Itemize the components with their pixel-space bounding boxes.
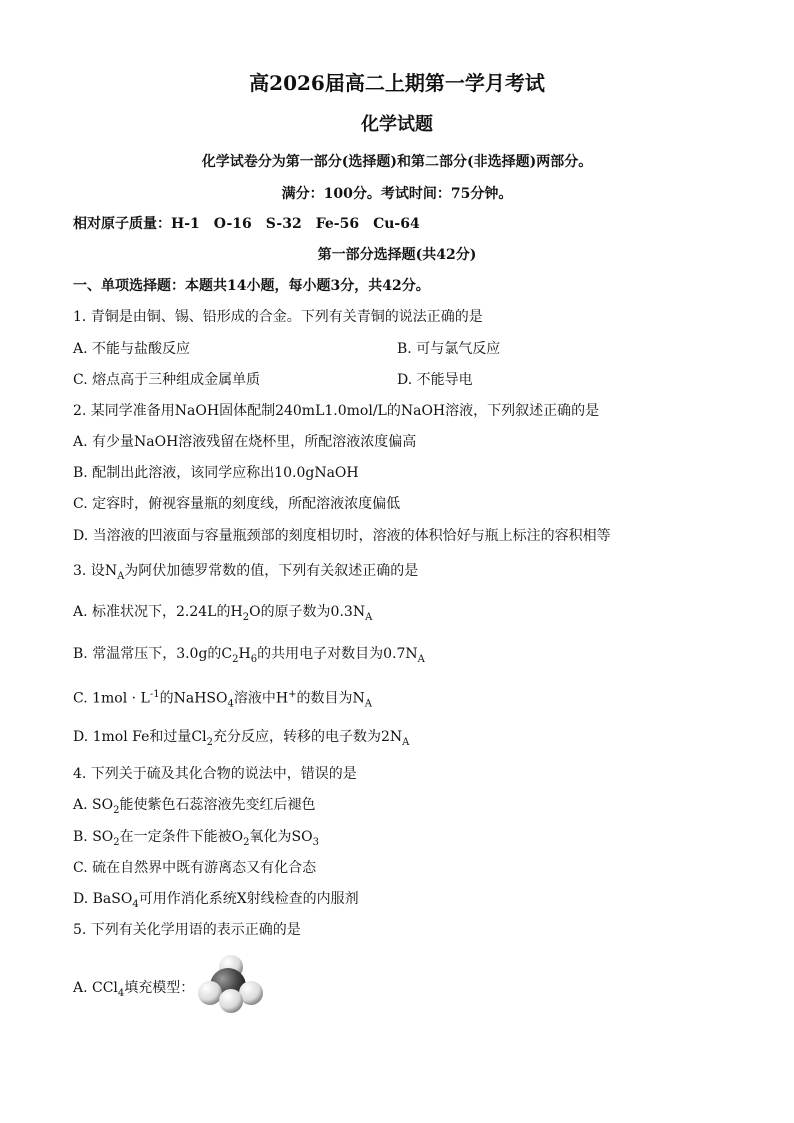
- q3-c-mid: 的NaHSO: [159, 690, 228, 707]
- q3-stem-pre: 3. 设: [73, 563, 105, 579]
- score-time: 满分：100分。考试时间：75分钟。: [281, 186, 513, 202]
- q3-c-text: C. 1mol · L: [73, 690, 150, 707]
- q3-c-plus: +: [288, 689, 297, 700]
- q2-option-a: A. 有少量NaOH溶液残留在烧杯里，所配溶液浓度偏高: [73, 434, 417, 450]
- q3-d-na: N: [389, 729, 403, 745]
- q3-b-c: C: [221, 646, 233, 662]
- q4-a-pre: A. SO: [73, 797, 114, 813]
- q1-stem: 1. 青铜是由铜、锡、铅形成的合金。下列有关青铜的说法正确的是: [73, 309, 483, 325]
- q3-c-sub: 4: [227, 698, 234, 710]
- q1-option-b: B. 可与氯气反应: [397, 341, 501, 357]
- q3-c-end: 的数目为: [296, 690, 353, 707]
- q3-c-na-sub: A: [364, 698, 372, 710]
- q4-option-b: [73, 828, 319, 852]
- part1-heading: 第一部分选择题(共42分): [317, 247, 477, 263]
- bottom-atom: [219, 989, 243, 1013]
- subject-title: 化学试题: [361, 114, 433, 135]
- q4-b-pre: B. SO: [73, 829, 114, 845]
- q4-b-mid2: 氧化为SO: [249, 829, 313, 845]
- q4-b-sub3: 3: [312, 836, 319, 848]
- q2-stem: 2. 某同学准备用NaOH固体配制240mL1.0mol/L的NaOH溶液，下列叙述正确的是: [73, 403, 600, 419]
- q3-d-text: D. 1mol Fe和过量Cl: [73, 729, 207, 745]
- q3-stem: [73, 562, 418, 586]
- q3-a-h: H: [230, 604, 243, 620]
- q3-b-h: H: [238, 646, 251, 662]
- q4-b-sub2: 2: [243, 836, 250, 848]
- q3-d-na-sub: A: [402, 736, 410, 748]
- exam-title: 高2026届高二上期第一学月考试: [249, 71, 545, 95]
- exam-intro: 化学试卷分为第一部分(选择题)和第二部分(非选择题)两部分。: [201, 154, 593, 170]
- q3-a-na: N: [352, 604, 366, 620]
- q4-d-pre: D. BaSO: [73, 891, 133, 907]
- q5-a-post: 填充模型：: [124, 980, 195, 996]
- q2-option-b: B. 配制出此溶液，该同学应称出10.0gNaOH: [73, 465, 359, 481]
- q3-a-o: O: [249, 604, 261, 620]
- space-filling-model-image: [196, 953, 266, 1015]
- q3-b-mid: 的共用电子对数目为0.7: [257, 646, 406, 662]
- q3-c-mid2: 溶液中H: [233, 690, 289, 707]
- q5-stem: 5. 下列有关化学用语的表示正确的是: [73, 922, 301, 938]
- q3-d-mid: 充分反应，转移的电子数为2: [212, 729, 390, 745]
- q2-option-c: C. 定容时，俯视容量瓶的刻度线，所配溶液浓度偏低: [73, 496, 401, 512]
- q1-option-d: D. 不能导电: [397, 372, 473, 388]
- q3-b-na-sub: A: [417, 653, 425, 665]
- q3-b-c-sub: 2: [232, 653, 239, 665]
- q4-b-mid: 在一定条件下能被O: [119, 829, 244, 845]
- q5-a-pre: A. CCl: [73, 980, 118, 996]
- q1-option-a: A. 不能与盐酸反应: [73, 341, 191, 357]
- section-heading: 一、单项选择题：本题共14小题，每小题3分，共42分。: [73, 278, 430, 294]
- atomic-mass: 相对原子质量：H-1 O-16 S-32 Fe-56 Cu-64: [73, 216, 420, 232]
- q4-option-d: [73, 890, 359, 914]
- q3-b-text: B. 常温常压下，3.0g的: [73, 646, 222, 662]
- q3-stem-post: 为阿伏加德罗常数的值，下列有关叙述正确的是: [124, 563, 419, 579]
- q4-b-sub: 2: [113, 836, 120, 848]
- left-atom: [198, 981, 222, 1005]
- q3-c-na: N: [352, 690, 365, 707]
- q3-d-sub: 2: [206, 736, 213, 748]
- q3-option-d: [73, 728, 409, 752]
- q3-a-text: A. 标准状况下，2.24L的: [73, 604, 231, 620]
- q3-option-a: [73, 603, 372, 627]
- q4-a-post: 能使紫色石蕊溶液先变红后褪色: [119, 797, 316, 813]
- q5-option-a: [73, 979, 194, 1003]
- q4-a-sub: 2: [113, 804, 120, 816]
- q4-option-a: [73, 796, 315, 820]
- q3-a-mid: 的原子数为0.3: [260, 604, 353, 620]
- q4-option-c: C. 硫在自然界中既有游离态又有化合态: [73, 860, 317, 876]
- q3-c-sup: -1: [149, 689, 160, 700]
- q3-a-h-sub: 2: [242, 611, 250, 623]
- q3-b-h-sub: 6: [250, 653, 258, 665]
- q3-na-sub: A: [117, 570, 125, 582]
- q5-a-sub: 4: [117, 987, 125, 999]
- q3-a-na-sub: A: [365, 611, 373, 623]
- q3-b-na: N: [405, 646, 418, 662]
- q3-na: N: [104, 563, 118, 579]
- q4-d-sub: 4: [132, 898, 139, 910]
- q4-d-post: 可用作消化系统X射线检查的内服剂: [138, 891, 359, 907]
- q4-stem: 4. 下列关于硫及其化合物的说法中，错误的是: [73, 766, 357, 782]
- q3-option-c: [73, 686, 372, 713]
- q3-option-b: [73, 645, 425, 669]
- q1-option-c: C. 熔点高于三种组成金属单质: [73, 372, 261, 388]
- q2-option-d: D. 当溶液的凹液面与容量瓶颈部的刻度相切时，溶液的体积恰好与瓶上标注的容积相等: [73, 528, 611, 544]
